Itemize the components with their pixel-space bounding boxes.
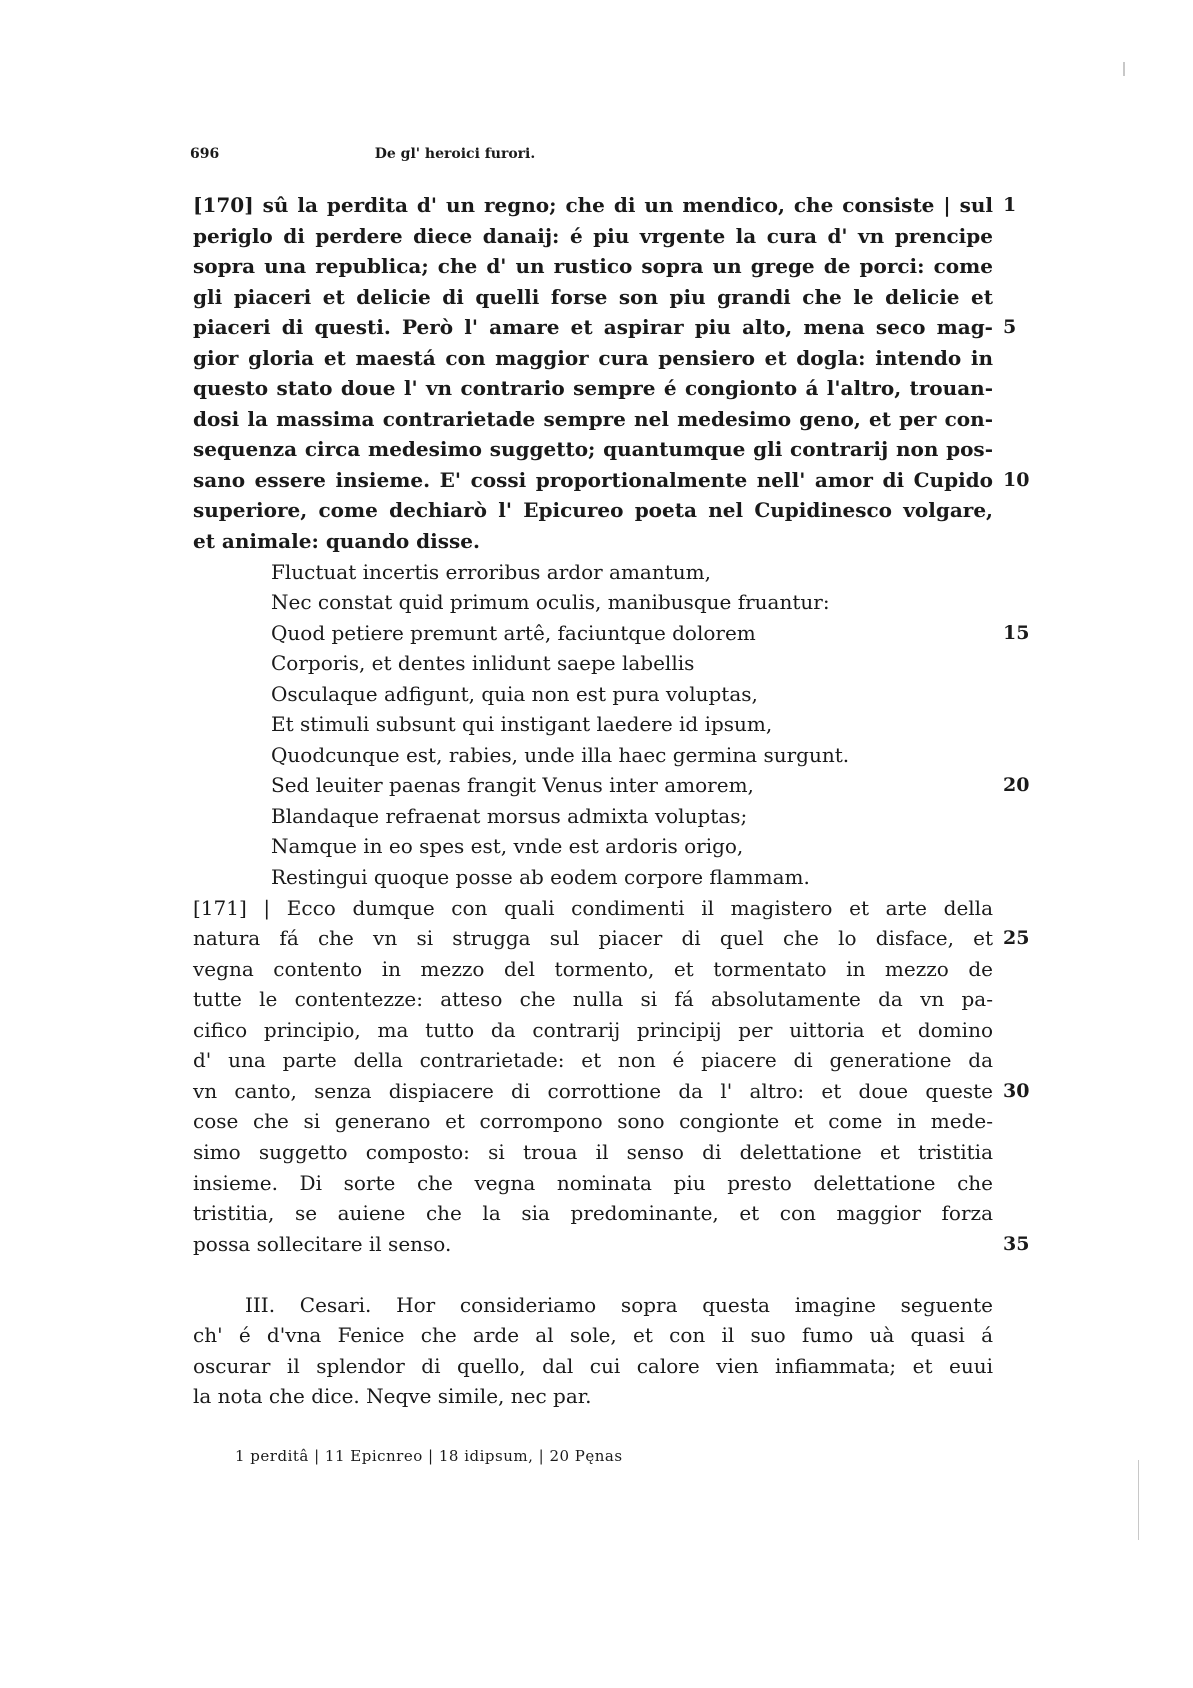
- line-number: 15: [1003, 621, 1030, 644]
- line-text: insieme. Di sorte che vegna nominata piu presto delettatione che: [193, 1170, 993, 1195]
- text-line: [193, 404, 996, 435]
- text-line: [193, 648, 996, 679]
- line-number: 1: [1003, 194, 1017, 216]
- line-text: ch' é d'vna Fenice che arde al sole, et con il suo fumo uà quasi á: [193, 1323, 993, 1348]
- line-text: tristitia, se auiene che la sia predominante, et con maggior forza: [193, 1201, 993, 1226]
- line-text: III. Cesari. Hor consideriamo sopra questa imagine seguente: [245, 1292, 993, 1317]
- line-text: d' una parte della contrarietade: et non é piacere di generatione da: [193, 1048, 993, 1073]
- line-text: dosi la massima contrarietade sempre nel medesimo geno, et per con-: [193, 406, 993, 431]
- text-line: [193, 709, 996, 740]
- line-text: Fluctuat incertis erroribus ardor amantum,: [271, 559, 711, 584]
- line-text: Sed leuiter paenas frangit Venus inter amorem,: [271, 773, 754, 798]
- line-text: et animale: quando disse.: [193, 529, 480, 554]
- running-title: De gl' heroici furori.: [374, 146, 536, 162]
- line-text: cose che si generano et corrompono sono congionte et come in mede-: [193, 1109, 993, 1134]
- text-line: [193, 1137, 996, 1168]
- text-line: [193, 434, 996, 465]
- text-line: [193, 526, 996, 557]
- text-line: [193, 1381, 996, 1412]
- text-line: [193, 831, 996, 862]
- line-text: Blandaque refraenat morsus admixta voluptas;: [271, 803, 748, 828]
- text-line: [193, 1320, 996, 1351]
- line-text: simo suggetto composto: si troua il senso di delettatione et tristitia: [193, 1139, 993, 1164]
- line-text: Restingui quoque posse ab eodem corpore flammam.: [271, 865, 810, 890]
- text-line: [193, 893, 996, 924]
- line-text: sano essere insieme. E' cossi proportionalmente nell' amor di Cupido: [193, 467, 993, 492]
- line-text: [171] | Ecco dumque con quali condimenti il magistero et arte della: [193, 895, 993, 920]
- line-text: sopra una republica; che d' un rustico sopra un grege de porci: come: [193, 254, 993, 279]
- line-text: Quod petiere premunt artê, faciuntque dolorem: [271, 620, 756, 645]
- line-text: questo stato doue l' vn contrario sempre é congionto á l'altro, trouan-: [193, 376, 993, 401]
- text-line: [193, 679, 996, 710]
- text-line: [193, 373, 996, 404]
- text-line: [193, 190, 1017, 221]
- line-text: Namque in eo spes est, vnde est ardoris origo,: [271, 834, 744, 859]
- line-text: vn canto, senza dispiacere di corrottione da l' altro: et doue queste: [193, 1078, 993, 1103]
- text-line: [193, 221, 996, 252]
- line-text: gli piaceri et delicie di quelli forse son piu grandi che le delicie et: [193, 284, 993, 309]
- line-text: oscurar il splendor di quello, dal cui calore vien infiammata; et euui: [193, 1353, 993, 1378]
- text-line: [193, 1198, 996, 1229]
- line-number: 20: [1003, 774, 1030, 797]
- line-text: Corporis, et dentes inlidunt saepe labellis: [271, 651, 695, 676]
- line-text: Quodcunque est, rabies, unde illa haec germina surgunt.: [271, 742, 850, 767]
- text-line: [193, 1015, 996, 1046]
- line-text: periglo di perdere diece danaij: é piu vrgente la cura d' vn prencipe: [193, 223, 993, 248]
- text-line: [193, 618, 1030, 649]
- line-text: tutte le contentezze: atteso che nulla si fá absolutamente da vn pa-: [193, 987, 993, 1012]
- text-line: [193, 495, 996, 526]
- scan-edge-mark: [1123, 62, 1125, 76]
- text-line: [193, 343, 996, 374]
- text-line: [193, 1229, 1030, 1260]
- text-line: [193, 770, 1030, 801]
- text-line: [193, 984, 996, 1015]
- line-number: 10: [1003, 468, 1030, 491]
- line-number: 5: [1003, 316, 1017, 339]
- line-text: vegna contento in mezzo del tormento, et tormentato in mezzo de: [193, 956, 993, 981]
- line-number: 30: [1003, 1079, 1030, 1102]
- text-line: [193, 1168, 996, 1199]
- text-line: [193, 587, 996, 618]
- text-line: [193, 282, 996, 313]
- line-text: Et stimuli subsunt qui instigant laedere id ipsum,: [271, 712, 773, 737]
- line-number: 35: [1003, 1232, 1030, 1255]
- text-line: [193, 1045, 996, 1076]
- line-text: Nec constat quid primum oculis, manibusque fruantur:: [271, 590, 830, 615]
- text-line: [193, 1259, 996, 1290]
- text-line: [193, 1351, 996, 1382]
- line-text: natura fá che vn si strugga sul piacer di quel che lo disface, et: [193, 926, 993, 951]
- text-line: [193, 862, 996, 893]
- text-line: [193, 1106, 996, 1137]
- text-line: [193, 251, 996, 282]
- line-text: superiore, come dechiarò l' Epicureo poeta nel Cupidinesco volgare,: [193, 498, 993, 523]
- line-text: sequenza circa medesimo suggetto; quantumque gli contrarij non pos-: [193, 437, 993, 462]
- page-number: 696: [190, 146, 220, 162]
- text-line: [193, 954, 996, 985]
- line-text: la nota che dice. Neqve simile, nec par.: [193, 1384, 592, 1409]
- text-line: [193, 557, 996, 588]
- line-text: Osculaque adfigunt, quia non est pura voluptas,: [271, 681, 758, 706]
- line-text: cifico principio, ma tutto da contrarij principij per uittoria et domino: [193, 1017, 993, 1042]
- footnote-apparatus: 1 perditâ | 11 Epicnreo | 18 idipsum, | 20 Pęnas: [235, 1447, 623, 1465]
- scan-edge-mark: [1138, 1460, 1139, 1540]
- line-text: gior gloria et maestá con maggior cura pensiero et dogla: intendo in: [193, 345, 993, 370]
- line-text: [170] sû la perdita d' un regno; che di un mendico, che consiste | sul: [193, 193, 993, 217]
- page-header: [190, 146, 720, 170]
- line-number: 25: [1003, 927, 1030, 950]
- line-text: piaceri di questi. Però l' amare et aspirar piu alto, mena seco mag-: [193, 315, 993, 340]
- text-line: [193, 312, 1017, 343]
- text-line: [193, 740, 996, 771]
- text-line: [193, 1290, 996, 1321]
- text-line: [193, 465, 1030, 496]
- main-text: [193, 190, 1030, 1412]
- text-line: [193, 923, 1030, 954]
- text-line: [193, 1076, 1030, 1107]
- line-text: possa sollecitare il senso.: [193, 1231, 452, 1256]
- text-line: [193, 801, 996, 832]
